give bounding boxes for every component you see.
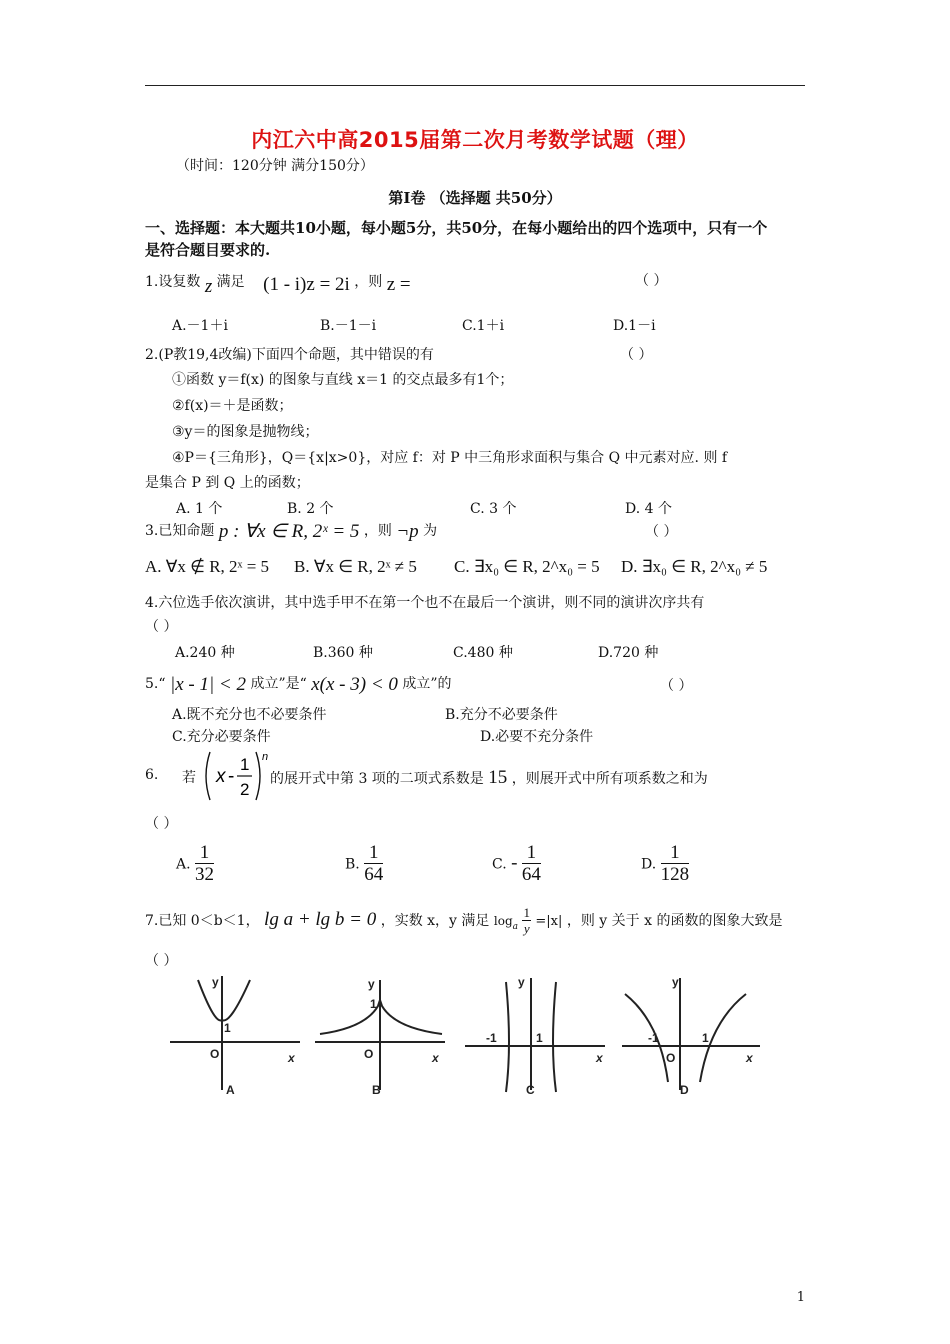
graph-d-one-label: 1 — [702, 1031, 709, 1045]
q7-stem-text-2: ，实数 x，y 满足 — [380, 913, 490, 929]
svg-text:-: - — [228, 766, 235, 787]
instruction-line-2: 是符合题目要求的. — [145, 241, 271, 259]
graph-a-y-label: y — [212, 975, 219, 989]
graph-b-x-label: x — [432, 1051, 439, 1065]
graph-a-x-label: x — [288, 1051, 295, 1065]
q6-option-c-label: C. — [492, 856, 507, 873]
q7-graph-options — [160, 970, 780, 1100]
q5-stem-text: 5.“ — [145, 676, 166, 692]
q6-option-d-frac: $\frac{1}{128}$ — [660, 842, 690, 885]
q3-stem-text-2: ，则 — [363, 523, 392, 539]
q5-expr-a: |x - 1| < 2 — [169, 674, 246, 695]
graph-b-label: B — [372, 1083, 381, 1097]
q7-answer-paren: （ ） — [145, 953, 178, 969]
q5-expr-b: x(x - 3) < 0 — [311, 674, 398, 695]
q2-item-1: ①函数 y＝f(x) 的图象与直线 x＝1 的交点最多有1个； — [172, 372, 514, 388]
graph-c-y-label: y — [518, 975, 525, 989]
q3-stem — [145, 518, 437, 541]
q6-option-b — [345, 843, 383, 886]
graph-c-curve-left — [506, 982, 509, 1092]
graph-d-y-label: y — [672, 975, 679, 989]
q6-value: 15 — [488, 767, 508, 788]
q1-expr: (1 - i)z = 2i — [263, 274, 350, 295]
q6-option-a — [176, 843, 214, 886]
q1-expr-tail: z = — [386, 274, 411, 295]
q7-log-base: a — [512, 922, 518, 932]
header-rule — [145, 85, 805, 86]
graph-b-origin-label: O — [364, 1047, 374, 1061]
q5-stem-text-3: 成立”的 — [402, 676, 452, 692]
graph-d-origin-label: O — [666, 1051, 676, 1065]
exam-subtitle: （时间：120分钟 满分150分） — [176, 158, 374, 174]
q2-stem: 2.(P教19,4改编)下面四个命题，其中错误的有 — [145, 347, 434, 363]
q1-option-c: C.1＋i — [462, 318, 505, 334]
q6-option-c — [492, 843, 541, 886]
svg-text:2: 2 — [240, 780, 250, 799]
q2-item-3: ③y＝的图象是抛物线； — [172, 424, 319, 440]
q6-stem-b — [270, 767, 708, 789]
q3-answer-paren: （ ） — [645, 524, 678, 540]
q3-stem-text: 3.已知命题 — [145, 523, 215, 539]
section-label: 第Ⅰ卷 （选择题 共50分） — [388, 189, 562, 207]
graph-c-curve-right — [553, 982, 556, 1092]
q5-option-c: C.充分必要条件 — [172, 729, 271, 745]
q2-option-c: C. 3 个 — [470, 501, 517, 517]
q4-option-b: B.360 种 — [313, 645, 373, 661]
q1-var: z — [204, 276, 213, 297]
graph-c-neg-one-label: -1 — [486, 1031, 497, 1045]
q3-expr: p : ∀x ∈ R, 2ˣ = 5 — [218, 521, 360, 542]
q3-option-c: C. ∃x₀ ∈ R, 2^x₀ = 5 — [454, 557, 600, 576]
q5-stem-text-2: 成立”是“ — [250, 676, 307, 692]
q2-answer-paren: （ ） — [620, 347, 653, 363]
q7-log: log — [493, 914, 513, 928]
section-instruction — [145, 217, 767, 261]
q4-option-c: C.480 种 — [453, 645, 513, 661]
q7-stem-text-3: ，则 y 关于 x 的函数的图象大致是 — [566, 913, 783, 929]
graph-c-x-label: x — [596, 1051, 603, 1065]
q1-stem-text: 1.设复数 — [145, 274, 201, 290]
q6-stem-text-2: ，则展开式中所有项系数之和为 — [511, 771, 708, 787]
graph-a-label: A — [226, 1083, 235, 1097]
q5-option-b: B.充分不必要条件 — [445, 707, 558, 723]
graph-d-neg-one-label: -1 — [648, 1031, 659, 1045]
q3-option-a: A. ∀x ∉ R, 2ˣ = 5 — [145, 557, 270, 576]
q6-option-d-label: D. — [641, 856, 657, 873]
q7-stem — [145, 906, 782, 936]
graph-d-x-label: x — [746, 1051, 753, 1065]
q3-expr-b: ¬p — [396, 521, 419, 542]
q1-option-b: B.－1－i — [320, 318, 377, 334]
graph-d-label: D — [680, 1083, 689, 1097]
q6-option-b-label: B. — [345, 856, 360, 873]
graph-a-one-label: 1 — [224, 1021, 231, 1035]
q4-answer-paren: （ ） — [145, 619, 178, 635]
q6-option-a-frac: $\frac{1}{32}$ — [195, 842, 215, 885]
q6-option-a-label: A. — [176, 856, 191, 873]
q7-stem-text: 7.已知 0＜b＜1， — [145, 913, 260, 929]
q2-item-2: ②f(x)＝＋是函数； — [172, 398, 293, 414]
graph-b-one-label: 1 — [370, 997, 377, 1011]
q5-stem — [145, 672, 452, 694]
q6-option-b-frac: $\frac{1}{64}$ — [364, 842, 384, 885]
page-number: 1 — [796, 1290, 805, 1305]
q2-option-a: A. 1 个 — [176, 501, 223, 517]
q1-option-a: A.－1＋i — [172, 318, 228, 334]
q5-option-d: D.必要不充分条件 — [480, 729, 594, 745]
graph-c-label: C — [526, 1083, 535, 1097]
q6-number: 6. — [145, 767, 159, 783]
exam-title: 内江六中高2015届第二次月考数学试题（理） — [251, 128, 699, 152]
q6-answer-paren: （ ） — [145, 816, 178, 832]
svg-text:x: x — [216, 766, 226, 787]
svg-text:1: 1 — [240, 755, 250, 774]
q2-option-b: B. 2 个 — [287, 501, 334, 517]
q3-option-b: B. ∀x ∈ R, 2ˣ ≠ 5 — [294, 557, 417, 576]
q1-stem-text-2: 满足 — [216, 274, 245, 290]
q2-option-d: D. 4 个 — [625, 501, 672, 517]
q3-stem-text-3: 为 — [423, 523, 438, 539]
graph-d-curve-left — [625, 994, 668, 1082]
q6-option-c-frac: $\frac{1}{64}$ — [521, 842, 541, 885]
q5-option-a: A.既不充分也不必要条件 — [172, 707, 327, 723]
q7-frac: $\frac{1}{y}$ — [523, 905, 530, 936]
q6-stem-a: 若 — [182, 770, 196, 786]
graph-a-origin-label: O — [210, 1047, 220, 1061]
q6-binomial-expr — [200, 748, 270, 808]
q1-stem — [145, 270, 411, 297]
q5-answer-paren: （ ） — [660, 678, 693, 694]
q7-abs: =|x| — [535, 914, 563, 929]
graph-a-curve — [198, 980, 250, 1021]
q1-option-d: D.1－i — [613, 318, 656, 334]
q2-item-4-cont: 是集合 P 到 Q 上的函数； — [145, 475, 310, 491]
svg-text:n: n — [262, 751, 269, 763]
q3-option-d: D. ∃x₀ ∈ R, 2^x₀ ≠ 5 — [621, 557, 768, 576]
q2-item-4: ④P＝{三角形}，Q＝{x|x>0}，对应 f：对 P 中三角形求面积与集合 Q 中元素对应. 则 f — [172, 450, 728, 466]
q6-option-d — [641, 843, 689, 886]
instruction-line-1: 一、选择题：本大题共10小题，每小题5分，共50分，在每小题给出的四个选项中，只有一个 — [145, 219, 768, 237]
q6-stem-text: 的展开式中第 3 项的二项式系数是 — [270, 771, 484, 787]
graph-b-y-label: y — [368, 977, 375, 991]
q4-stem: 4.六位选手依次演讲，其中选手甲不在第一个也不在最后一个演讲，则不同的演讲次序共有 — [145, 595, 705, 611]
q1-answer-paren: （ ） — [635, 273, 668, 289]
graph-c-one-label: 1 — [536, 1031, 543, 1045]
q7-expr: lg a + lg b = 0 — [264, 909, 377, 930]
q4-option-d: D.720 种 — [598, 645, 659, 661]
q1-stem-text-3: ，则 — [354, 274, 383, 290]
q4-option-a: A.240 种 — [175, 645, 235, 661]
q6-option-c-sign: - — [511, 852, 518, 874]
